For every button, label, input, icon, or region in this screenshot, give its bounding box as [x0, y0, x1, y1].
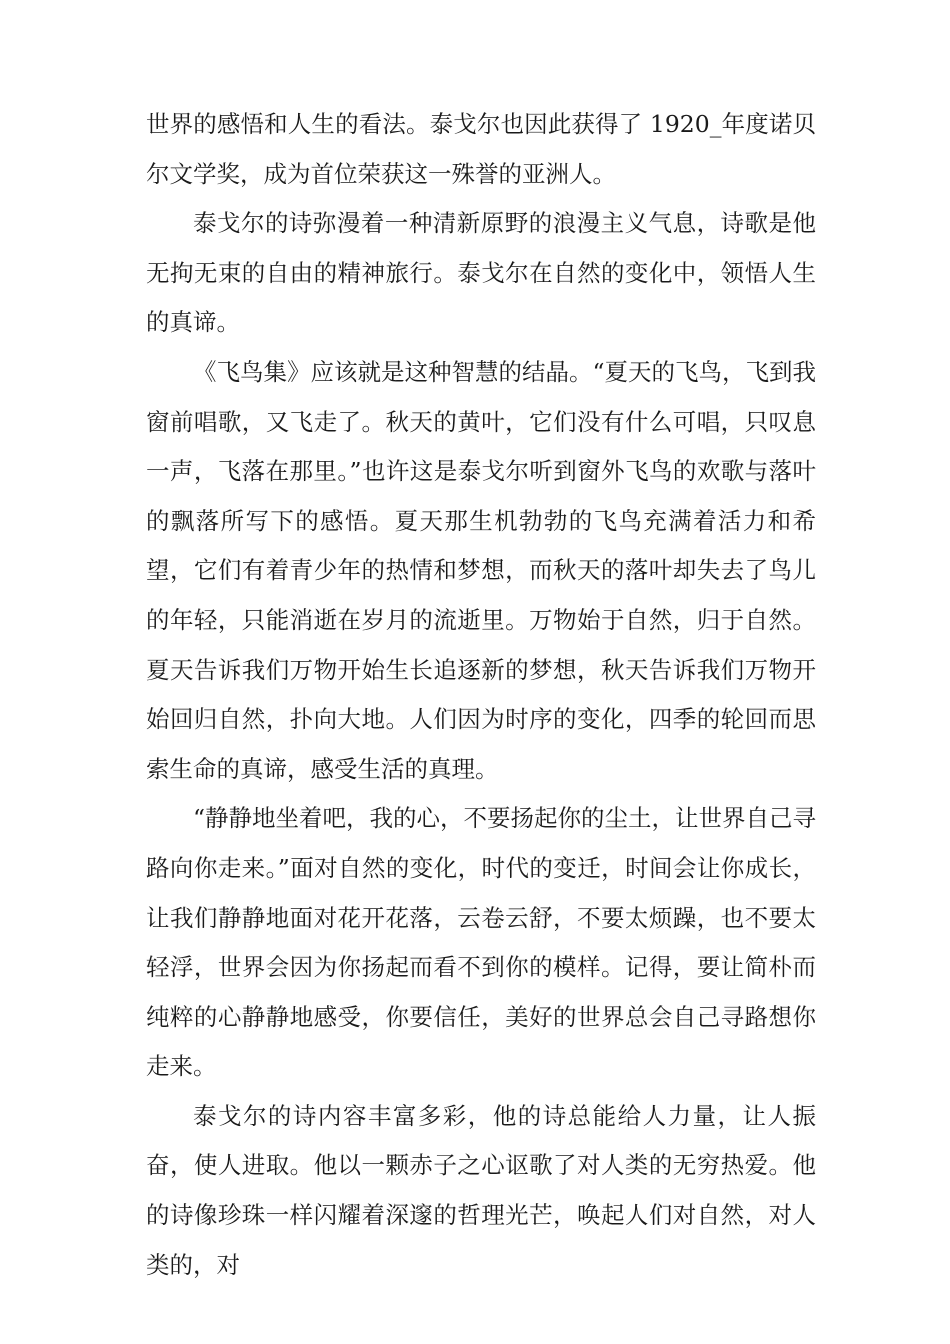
paragraph-1: 世界的感悟和人生的看法。泰戈尔也因此获得了 1920_年度诺贝尔文学奖，成为首位荣获这一殊誉的亚洲人。 [146, 110, 816, 188]
paragraph-5: 泰戈尔的诗内容丰富多彩，他的诗总能给人力量，让人振奋，使人进取。他以一颗赤子之心讴歌了对人类的无穷热爱。他的诗像珍珠一样闪耀着深邃的哲理光芒，唤起人们对自然，对人类的，对 [146, 1101, 816, 1279]
paragraph-3: 《飞鸟集》应该就是这种智慧的结晶。“夏天的飞鸟，飞到我窗前唱歌，又飞走了。秋天的黄叶，它们没有什么可唱，只叹息一声，飞落在那里。”也许这是泰戈尔听到窗外飞鸟的欢歌与落叶的飘落所写下的感悟。夏天那生机勃勃的飞鸟充满着活力和希望，它们有着青少年的热情和梦想，而秋天的落叶却失去了鸟儿的年轻，只能消逝在岁月的流逝里。万物始于自然，归于自然。夏天告诉我们万物开始生长追逐新的梦想，秋天告诉我们万物开始回归自然，扑向大地。人们因为时序的变化，四季的轮回而思索生命的真谛，感受生活的真理。 [146, 357, 817, 783]
paragraph-2: 泰戈尔的诗弥漫着一种清新原野的浪漫主义气息，诗歌是他无拘无束的自由的精神旅行。泰戈尔在自然的变化中，领悟人生的真谛。 [146, 209, 816, 337]
paragraph-4: “静静地坐着吧，我的心，不要扬起你的尘土，让世界自己寻路向你走来。”面对自然的变化，时代的变迁，时间会让你成长，让我们静静地面对花开花落，云卷云舒，不要太烦躁，也不要太轻浮，世界会因为你扬起而看不到你的模样。记得，要让简朴而纯粹的心静静地感受，你要信任，美好的世界总会自己寻路想你走来。 [146, 804, 817, 1081]
document-body [146, 100, 816, 1290]
